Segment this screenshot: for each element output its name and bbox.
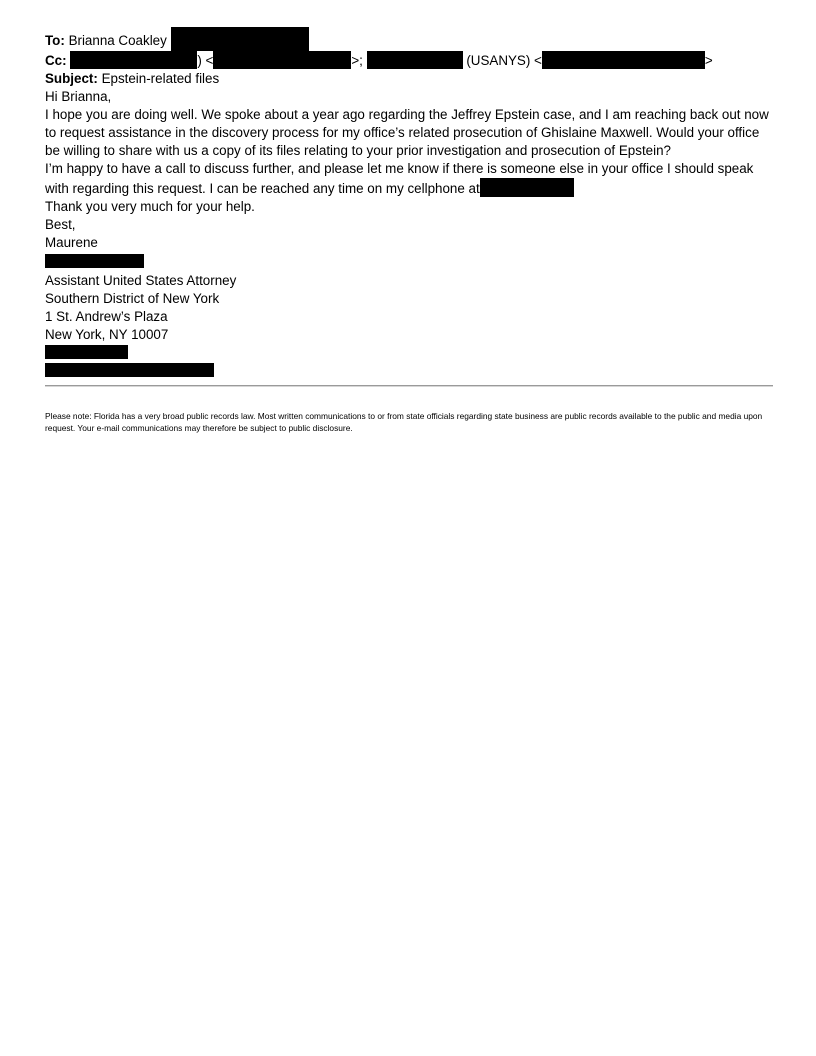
sender-first-name: Maurene bbox=[45, 235, 98, 250]
body-text: I’m happy to have a call to discuss further, and please let me know if there is someone else in your office I should speak with regarding this request. I can be reached any time on my cellphone at bbox=[45, 161, 754, 196]
cc-text: (USANYS) < bbox=[466, 53, 542, 68]
cc-text: ) < bbox=[197, 53, 214, 68]
redaction-box bbox=[70, 51, 197, 69]
to-label: To: bbox=[45, 33, 65, 48]
redaction-box bbox=[45, 254, 144, 268]
cc-label: Cc: bbox=[45, 53, 67, 68]
body-paragraph: I hope you are doing well. We spoke about a year ago regarding the Jeffrey Epstein case, and I am reaching back out now to request assistance in the discovery process for my office’s related prosecution of Ghislaine Maxwell. Would your office be willing to share with us a copy of its files relating to your prior investigation and prosecution of Epstein? bbox=[45, 107, 769, 158]
signature-address-2: New York, NY 10007 bbox=[45, 327, 169, 342]
signature-name-line bbox=[45, 254, 773, 272]
signature-office: Southern District of New York bbox=[45, 291, 220, 306]
body-paragraph bbox=[45, 160, 773, 198]
divider-line bbox=[45, 385, 773, 387]
subject-label: Subject: bbox=[45, 71, 98, 86]
closing-line: Best, bbox=[45, 217, 76, 232]
signature-phone-line bbox=[45, 345, 773, 363]
redaction-box bbox=[542, 51, 705, 69]
redaction-box bbox=[171, 27, 309, 51]
cc-text: > bbox=[704, 53, 713, 68]
redaction-box bbox=[45, 345, 128, 359]
cc-text: >; bbox=[351, 53, 363, 68]
signature-address-1: 1 St. Andrew’s Plaza bbox=[45, 309, 168, 324]
redaction-box bbox=[213, 51, 351, 69]
to-line bbox=[45, 27, 773, 51]
greeting: Hi Brianna, bbox=[45, 89, 112, 104]
signature-title: Assistant United States Attorney bbox=[45, 273, 237, 288]
redaction-box bbox=[45, 363, 214, 377]
cc-line bbox=[45, 51, 773, 70]
subject-line bbox=[45, 70, 773, 88]
redaction-box bbox=[480, 178, 574, 197]
to-name: Brianna Coakley bbox=[68, 33, 167, 48]
redaction-box bbox=[367, 51, 463, 69]
email-printout bbox=[45, 27, 773, 381]
public-records-disclaimer: Please note: Florida has a very broad public records law. Most written communications to or from state officials regarding state business are public records available to the public and media upon request. Your e-mail communications may therefore be subject to public disclosure. bbox=[45, 411, 763, 433]
subject-value: Epstein-related files bbox=[101, 71, 220, 86]
thanks-line: Thank you very much for your help. bbox=[45, 199, 255, 214]
signature-email-line bbox=[45, 363, 773, 381]
